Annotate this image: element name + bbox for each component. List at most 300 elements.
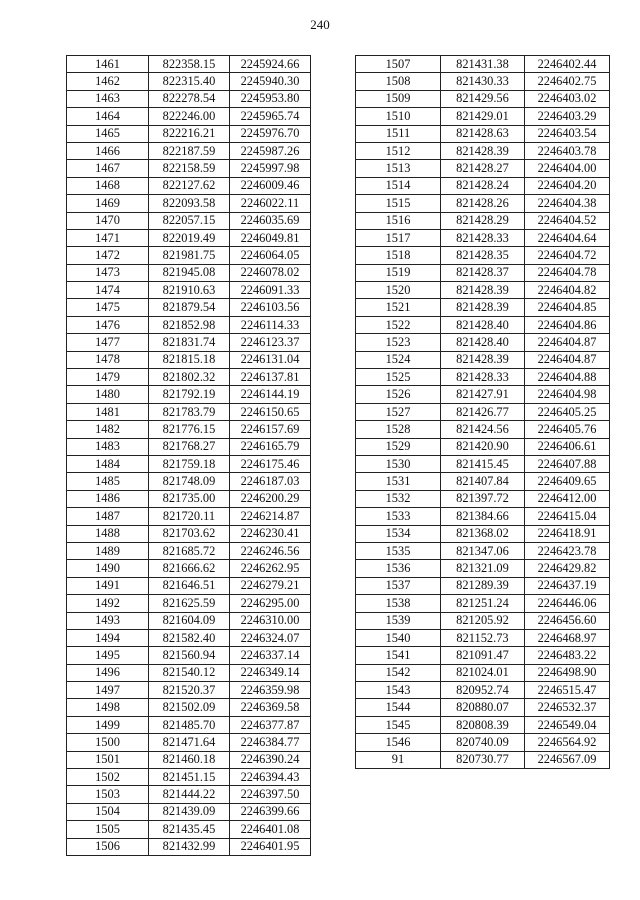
table-row — [356, 108, 610, 125]
y-coordinate-cell: 2246404.98 — [525, 386, 610, 403]
point-number-cell: 1486 — [67, 490, 149, 507]
point-number-cell: 1484 — [67, 455, 149, 472]
point-number-cell: 1473 — [67, 264, 149, 281]
point-number-cell: 1468 — [67, 177, 149, 194]
point-number-cell: 1527 — [356, 403, 441, 420]
y-coordinate-cell: 2246483.22 — [525, 647, 610, 664]
point-number-cell: 1463 — [67, 90, 149, 107]
x-coordinate-cell: 821428.39 — [441, 142, 525, 159]
y-coordinate-cell: 2246402.75 — [525, 73, 610, 90]
point-number-cell: 91 — [356, 751, 441, 768]
table-row — [356, 612, 610, 629]
x-coordinate-cell: 821251.24 — [441, 595, 525, 612]
point-number-cell: 1515 — [356, 195, 441, 212]
y-coordinate-cell: 2246405.25 — [525, 403, 610, 420]
y-coordinate-cell: 2246262.95 — [230, 560, 311, 577]
point-number-cell: 1529 — [356, 438, 441, 455]
x-coordinate-cell: 821424.56 — [441, 421, 525, 438]
table-row — [356, 629, 610, 646]
table-row — [67, 699, 311, 716]
table-row — [67, 142, 311, 159]
table-row — [67, 403, 311, 420]
coordinates-table-right — [355, 55, 610, 769]
y-coordinate-cell: 2246175.46 — [230, 455, 311, 472]
table-row — [356, 90, 610, 107]
point-number-cell: 1546 — [356, 734, 441, 751]
table-row — [67, 560, 311, 577]
point-number-cell: 1495 — [67, 647, 149, 664]
x-coordinate-cell: 821815.18 — [149, 351, 230, 368]
point-number-cell: 1503 — [67, 786, 149, 803]
x-coordinate-cell: 821420.90 — [441, 438, 525, 455]
x-coordinate-cell: 822187.59 — [149, 142, 230, 159]
table-row — [67, 316, 311, 333]
table-row — [67, 334, 311, 351]
table-row — [356, 73, 610, 90]
point-number-cell: 1481 — [67, 403, 149, 420]
x-coordinate-cell: 821460.18 — [149, 751, 230, 768]
y-coordinate-cell: 2246404.64 — [525, 229, 610, 246]
x-coordinate-cell: 820952.74 — [441, 682, 525, 699]
x-coordinate-cell: 821783.79 — [149, 403, 230, 420]
table-row — [356, 282, 610, 299]
point-number-cell: 1534 — [356, 525, 441, 542]
x-coordinate-cell: 821792.19 — [149, 386, 230, 403]
point-number-cell: 1504 — [67, 803, 149, 820]
point-number-cell: 1471 — [67, 229, 149, 246]
x-coordinate-cell: 821831.74 — [149, 334, 230, 351]
table-row — [67, 821, 311, 838]
x-coordinate-cell: 821471.64 — [149, 734, 230, 751]
table-row — [356, 421, 610, 438]
point-number-cell: 1492 — [67, 595, 149, 612]
point-number-cell: 1472 — [67, 247, 149, 264]
x-coordinate-cell: 821289.39 — [441, 577, 525, 594]
y-coordinate-cell: 2246200.29 — [230, 490, 311, 507]
point-number-cell: 1469 — [67, 195, 149, 212]
coordinates-table-left — [66, 55, 311, 856]
y-coordinate-cell: 2245953.80 — [230, 90, 311, 107]
table-row — [356, 751, 610, 768]
table-row — [67, 125, 311, 142]
point-number-cell: 1538 — [356, 595, 441, 612]
x-coordinate-cell: 821091.47 — [441, 647, 525, 664]
y-coordinate-cell: 2246349.14 — [230, 664, 311, 681]
table-row — [356, 577, 610, 594]
point-number-cell: 1528 — [356, 421, 441, 438]
point-number-cell: 1545 — [356, 716, 441, 733]
point-number-cell: 1533 — [356, 508, 441, 525]
point-number-cell: 1541 — [356, 647, 441, 664]
point-number-cell: 1522 — [356, 316, 441, 333]
point-number-cell: 1514 — [356, 177, 441, 194]
y-coordinate-cell: 2246515.47 — [525, 682, 610, 699]
x-coordinate-cell: 821646.51 — [149, 577, 230, 594]
x-coordinate-cell: 821439.09 — [149, 803, 230, 820]
x-coordinate-cell: 822216.21 — [149, 125, 230, 142]
point-number-cell: 1520 — [356, 282, 441, 299]
y-coordinate-cell: 2246137.81 — [230, 369, 311, 386]
y-coordinate-cell: 2246310.00 — [230, 612, 311, 629]
y-coordinate-cell: 2246468.97 — [525, 629, 610, 646]
table-row — [356, 734, 610, 751]
point-number-cell: 1510 — [356, 108, 441, 125]
x-coordinate-cell: 821428.27 — [441, 160, 525, 177]
table-row — [67, 386, 311, 403]
table-row — [356, 473, 610, 490]
table-row — [356, 682, 610, 699]
table-row — [67, 369, 311, 386]
point-number-cell: 1461 — [67, 56, 149, 73]
y-coordinate-cell: 2246022.11 — [230, 195, 311, 212]
x-coordinate-cell: 821321.09 — [441, 560, 525, 577]
y-coordinate-cell: 2246131.04 — [230, 351, 311, 368]
table-row — [356, 177, 610, 194]
x-coordinate-cell: 821485.70 — [149, 716, 230, 733]
x-coordinate-cell: 821152.73 — [441, 629, 525, 646]
table-row — [67, 282, 311, 299]
point-number-cell: 1478 — [67, 351, 149, 368]
y-coordinate-cell: 2246144.19 — [230, 386, 311, 403]
y-coordinate-cell: 2246377.87 — [230, 716, 311, 733]
x-coordinate-cell: 821685.72 — [149, 542, 230, 559]
point-number-cell: 1543 — [356, 682, 441, 699]
y-coordinate-cell: 2246456.60 — [525, 612, 610, 629]
y-coordinate-cell: 2246401.08 — [230, 821, 311, 838]
x-coordinate-cell: 821426.77 — [441, 403, 525, 420]
x-coordinate-cell: 821735.00 — [149, 490, 230, 507]
y-coordinate-cell: 2246404.38 — [525, 195, 610, 212]
point-number-cell: 1483 — [67, 438, 149, 455]
table-row — [356, 525, 610, 542]
y-coordinate-cell: 2246437.19 — [525, 577, 610, 594]
table-row — [67, 421, 311, 438]
table-row — [67, 490, 311, 507]
x-coordinate-cell: 821879.54 — [149, 299, 230, 316]
table-row — [356, 247, 610, 264]
point-number-cell: 1489 — [67, 542, 149, 559]
y-coordinate-cell: 2246403.54 — [525, 125, 610, 142]
y-coordinate-cell: 2246404.72 — [525, 247, 610, 264]
y-coordinate-cell: 2246407.88 — [525, 455, 610, 472]
x-coordinate-cell: 820880.07 — [441, 699, 525, 716]
y-coordinate-cell: 2246404.00 — [525, 160, 610, 177]
y-coordinate-cell: 2246404.87 — [525, 351, 610, 368]
point-number-cell: 1512 — [356, 142, 441, 159]
x-coordinate-cell: 821945.08 — [149, 264, 230, 281]
y-coordinate-cell: 2246564.92 — [525, 734, 610, 751]
x-coordinate-cell: 821428.29 — [441, 212, 525, 229]
x-coordinate-cell: 821582.40 — [149, 629, 230, 646]
point-number-cell: 1505 — [67, 821, 149, 838]
x-coordinate-cell: 821430.33 — [441, 73, 525, 90]
x-coordinate-cell: 821560.94 — [149, 647, 230, 664]
point-number-cell: 1500 — [67, 734, 149, 751]
point-number-cell: 1496 — [67, 664, 149, 681]
y-coordinate-cell: 2246403.29 — [525, 108, 610, 125]
x-coordinate-cell: 821407.84 — [441, 473, 525, 490]
table-row — [356, 142, 610, 159]
y-coordinate-cell: 2246114.33 — [230, 316, 311, 333]
y-coordinate-cell: 2246078.02 — [230, 264, 311, 281]
table-row — [356, 299, 610, 316]
x-coordinate-cell: 821429.56 — [441, 90, 525, 107]
x-coordinate-cell: 821776.15 — [149, 421, 230, 438]
point-number-cell: 1470 — [67, 212, 149, 229]
coordinates-table-right-body — [356, 56, 610, 769]
point-number-cell: 1477 — [67, 334, 149, 351]
point-number-cell: 1535 — [356, 542, 441, 559]
table-row — [356, 212, 610, 229]
table-row — [67, 786, 311, 803]
x-coordinate-cell: 821444.22 — [149, 786, 230, 803]
y-coordinate-cell: 2245976.70 — [230, 125, 311, 142]
y-coordinate-cell: 2246187.03 — [230, 473, 311, 490]
y-coordinate-cell: 2246123.37 — [230, 334, 311, 351]
y-coordinate-cell: 2246412.00 — [525, 490, 610, 507]
y-coordinate-cell: 2246279.21 — [230, 577, 311, 594]
x-coordinate-cell: 821768.27 — [149, 438, 230, 455]
point-number-cell: 1519 — [356, 264, 441, 281]
x-coordinate-cell: 821431.38 — [441, 56, 525, 73]
y-coordinate-cell: 2246230.41 — [230, 525, 311, 542]
x-coordinate-cell: 821451.15 — [149, 769, 230, 786]
y-coordinate-cell: 2246402.44 — [525, 56, 610, 73]
table-row — [67, 73, 311, 90]
table-row — [356, 351, 610, 368]
x-coordinate-cell: 821981.75 — [149, 247, 230, 264]
point-number-cell: 1526 — [356, 386, 441, 403]
point-number-cell: 1525 — [356, 369, 441, 386]
x-coordinate-cell: 821428.63 — [441, 125, 525, 142]
table-row — [356, 56, 610, 73]
y-coordinate-cell: 2246404.20 — [525, 177, 610, 194]
x-coordinate-cell: 821428.39 — [441, 351, 525, 368]
x-coordinate-cell: 821428.35 — [441, 247, 525, 264]
y-coordinate-cell: 2246532.37 — [525, 699, 610, 716]
table-row — [67, 577, 311, 594]
point-number-cell: 1493 — [67, 612, 149, 629]
point-number-cell: 1491 — [67, 577, 149, 594]
table-row — [67, 56, 311, 73]
y-coordinate-cell: 2246091.33 — [230, 282, 311, 299]
table-row — [67, 629, 311, 646]
x-coordinate-cell: 822278.54 — [149, 90, 230, 107]
point-number-cell: 1490 — [67, 560, 149, 577]
table-row — [356, 455, 610, 472]
point-number-cell: 1497 — [67, 682, 149, 699]
table-row — [67, 751, 311, 768]
point-number-cell: 1485 — [67, 473, 149, 490]
table-row — [67, 803, 311, 820]
y-coordinate-cell: 2246394.43 — [230, 769, 311, 786]
table-row — [67, 90, 311, 107]
x-coordinate-cell: 821703.62 — [149, 525, 230, 542]
y-coordinate-cell: 2246103.56 — [230, 299, 311, 316]
y-coordinate-cell: 2245997.98 — [230, 160, 311, 177]
table-row — [356, 647, 610, 664]
point-number-cell: 1516 — [356, 212, 441, 229]
point-number-cell: 1531 — [356, 473, 441, 490]
table-row — [356, 160, 610, 177]
table-row — [67, 612, 311, 629]
point-number-cell: 1499 — [67, 716, 149, 733]
table-row — [67, 769, 311, 786]
y-coordinate-cell: 2245940.30 — [230, 73, 311, 90]
table-row — [67, 247, 311, 264]
x-coordinate-cell: 820808.39 — [441, 716, 525, 733]
y-coordinate-cell: 2246549.04 — [525, 716, 610, 733]
point-number-cell: 1498 — [67, 699, 149, 716]
point-number-cell: 1508 — [356, 73, 441, 90]
y-coordinate-cell: 2246404.78 — [525, 264, 610, 281]
table-row — [67, 542, 311, 559]
x-coordinate-cell: 821666.62 — [149, 560, 230, 577]
table-row — [67, 212, 311, 229]
point-number-cell: 1462 — [67, 73, 149, 90]
table-row — [356, 716, 610, 733]
x-coordinate-cell: 820730.77 — [441, 751, 525, 768]
point-number-cell: 1466 — [67, 142, 149, 159]
point-number-cell: 1464 — [67, 108, 149, 125]
y-coordinate-cell: 2246429.82 — [525, 560, 610, 577]
table-row — [356, 560, 610, 577]
x-coordinate-cell: 821428.33 — [441, 369, 525, 386]
point-number-cell: 1509 — [356, 90, 441, 107]
y-coordinate-cell: 2246150.65 — [230, 403, 311, 420]
x-coordinate-cell: 821604.09 — [149, 612, 230, 629]
x-coordinate-cell: 822019.49 — [149, 229, 230, 246]
table-row — [356, 664, 610, 681]
point-number-cell: 1513 — [356, 160, 441, 177]
point-number-cell: 1544 — [356, 699, 441, 716]
table-row — [356, 125, 610, 142]
y-coordinate-cell: 2246397.50 — [230, 786, 311, 803]
y-coordinate-cell: 2246359.98 — [230, 682, 311, 699]
point-number-cell: 1474 — [67, 282, 149, 299]
point-number-cell: 1480 — [67, 386, 149, 403]
y-coordinate-cell: 2246403.02 — [525, 90, 610, 107]
x-coordinate-cell: 821428.39 — [441, 282, 525, 299]
table-row — [67, 195, 311, 212]
table-row — [356, 334, 610, 351]
y-coordinate-cell: 2246246.56 — [230, 542, 311, 559]
y-coordinate-cell: 2246165.79 — [230, 438, 311, 455]
point-number-cell: 1482 — [67, 421, 149, 438]
x-coordinate-cell: 821427.91 — [441, 386, 525, 403]
x-coordinate-cell: 821384.66 — [441, 508, 525, 525]
table-row — [67, 734, 311, 751]
x-coordinate-cell: 821748.09 — [149, 473, 230, 490]
table-row — [356, 264, 610, 281]
table-row — [356, 403, 610, 420]
x-coordinate-cell: 822246.00 — [149, 108, 230, 125]
x-coordinate-cell: 821415.45 — [441, 455, 525, 472]
table-row — [67, 177, 311, 194]
point-number-cell: 1518 — [356, 247, 441, 264]
y-coordinate-cell: 2246415.04 — [525, 508, 610, 525]
y-coordinate-cell: 2245965.74 — [230, 108, 311, 125]
x-coordinate-cell: 822093.58 — [149, 195, 230, 212]
x-coordinate-cell: 821428.26 — [441, 195, 525, 212]
y-coordinate-cell: 2246446.06 — [525, 595, 610, 612]
y-coordinate-cell: 2246064.05 — [230, 247, 311, 264]
y-coordinate-cell: 2246324.07 — [230, 629, 311, 646]
table-row — [67, 264, 311, 281]
table-row — [356, 316, 610, 333]
x-coordinate-cell: 822158.59 — [149, 160, 230, 177]
point-number-cell: 1524 — [356, 351, 441, 368]
point-number-cell: 1467 — [67, 160, 149, 177]
x-coordinate-cell: 821435.45 — [149, 821, 230, 838]
y-coordinate-cell: 2246409.65 — [525, 473, 610, 490]
point-number-cell: 1539 — [356, 612, 441, 629]
x-coordinate-cell: 821428.24 — [441, 177, 525, 194]
x-coordinate-cell: 821625.59 — [149, 595, 230, 612]
y-coordinate-cell: 2246384.77 — [230, 734, 311, 751]
x-coordinate-cell: 821429.01 — [441, 108, 525, 125]
table-row — [67, 160, 311, 177]
y-coordinate-cell: 2246157.69 — [230, 421, 311, 438]
x-coordinate-cell: 821428.39 — [441, 299, 525, 316]
y-coordinate-cell: 2246399.66 — [230, 803, 311, 820]
y-coordinate-cell: 2246567.09 — [525, 751, 610, 768]
y-coordinate-cell: 2246404.88 — [525, 369, 610, 386]
x-coordinate-cell: 821540.12 — [149, 664, 230, 681]
coordinates-table-left-body — [67, 56, 311, 856]
table-row — [67, 299, 311, 316]
y-coordinate-cell: 2246049.81 — [230, 229, 311, 246]
table-row — [67, 508, 311, 525]
x-coordinate-cell: 822315.40 — [149, 73, 230, 90]
point-number-cell: 1523 — [356, 334, 441, 351]
table-row — [67, 438, 311, 455]
table-row — [67, 455, 311, 472]
y-coordinate-cell: 2246390.24 — [230, 751, 311, 768]
x-coordinate-cell: 821428.40 — [441, 316, 525, 333]
point-number-cell: 1465 — [67, 125, 149, 142]
x-coordinate-cell: 821205.92 — [441, 612, 525, 629]
table-row — [67, 595, 311, 612]
point-number-cell: 1487 — [67, 508, 149, 525]
y-coordinate-cell: 2246035.69 — [230, 212, 311, 229]
table-row — [67, 716, 311, 733]
x-coordinate-cell: 821720.11 — [149, 508, 230, 525]
y-coordinate-cell: 2246403.78 — [525, 142, 610, 159]
y-coordinate-cell: 2245924.66 — [230, 56, 311, 73]
point-number-cell: 1479 — [67, 369, 149, 386]
table-row — [67, 108, 311, 125]
table-row — [356, 369, 610, 386]
y-coordinate-cell: 2246418.91 — [525, 525, 610, 542]
point-number-cell: 1542 — [356, 664, 441, 681]
table-row — [356, 542, 610, 559]
point-number-cell: 1501 — [67, 751, 149, 768]
y-coordinate-cell: 2246214.87 — [230, 508, 311, 525]
table-row — [67, 647, 311, 664]
point-number-cell: 1506 — [67, 838, 149, 855]
x-coordinate-cell: 821502.09 — [149, 699, 230, 716]
y-coordinate-cell: 2246405.76 — [525, 421, 610, 438]
x-coordinate-cell: 820740.09 — [441, 734, 525, 751]
table-row — [356, 386, 610, 403]
table-row — [356, 595, 610, 612]
point-number-cell: 1475 — [67, 299, 149, 316]
point-number-cell: 1532 — [356, 490, 441, 507]
x-coordinate-cell: 821347.06 — [441, 542, 525, 559]
point-number-cell: 1507 — [356, 56, 441, 73]
point-number-cell: 1502 — [67, 769, 149, 786]
